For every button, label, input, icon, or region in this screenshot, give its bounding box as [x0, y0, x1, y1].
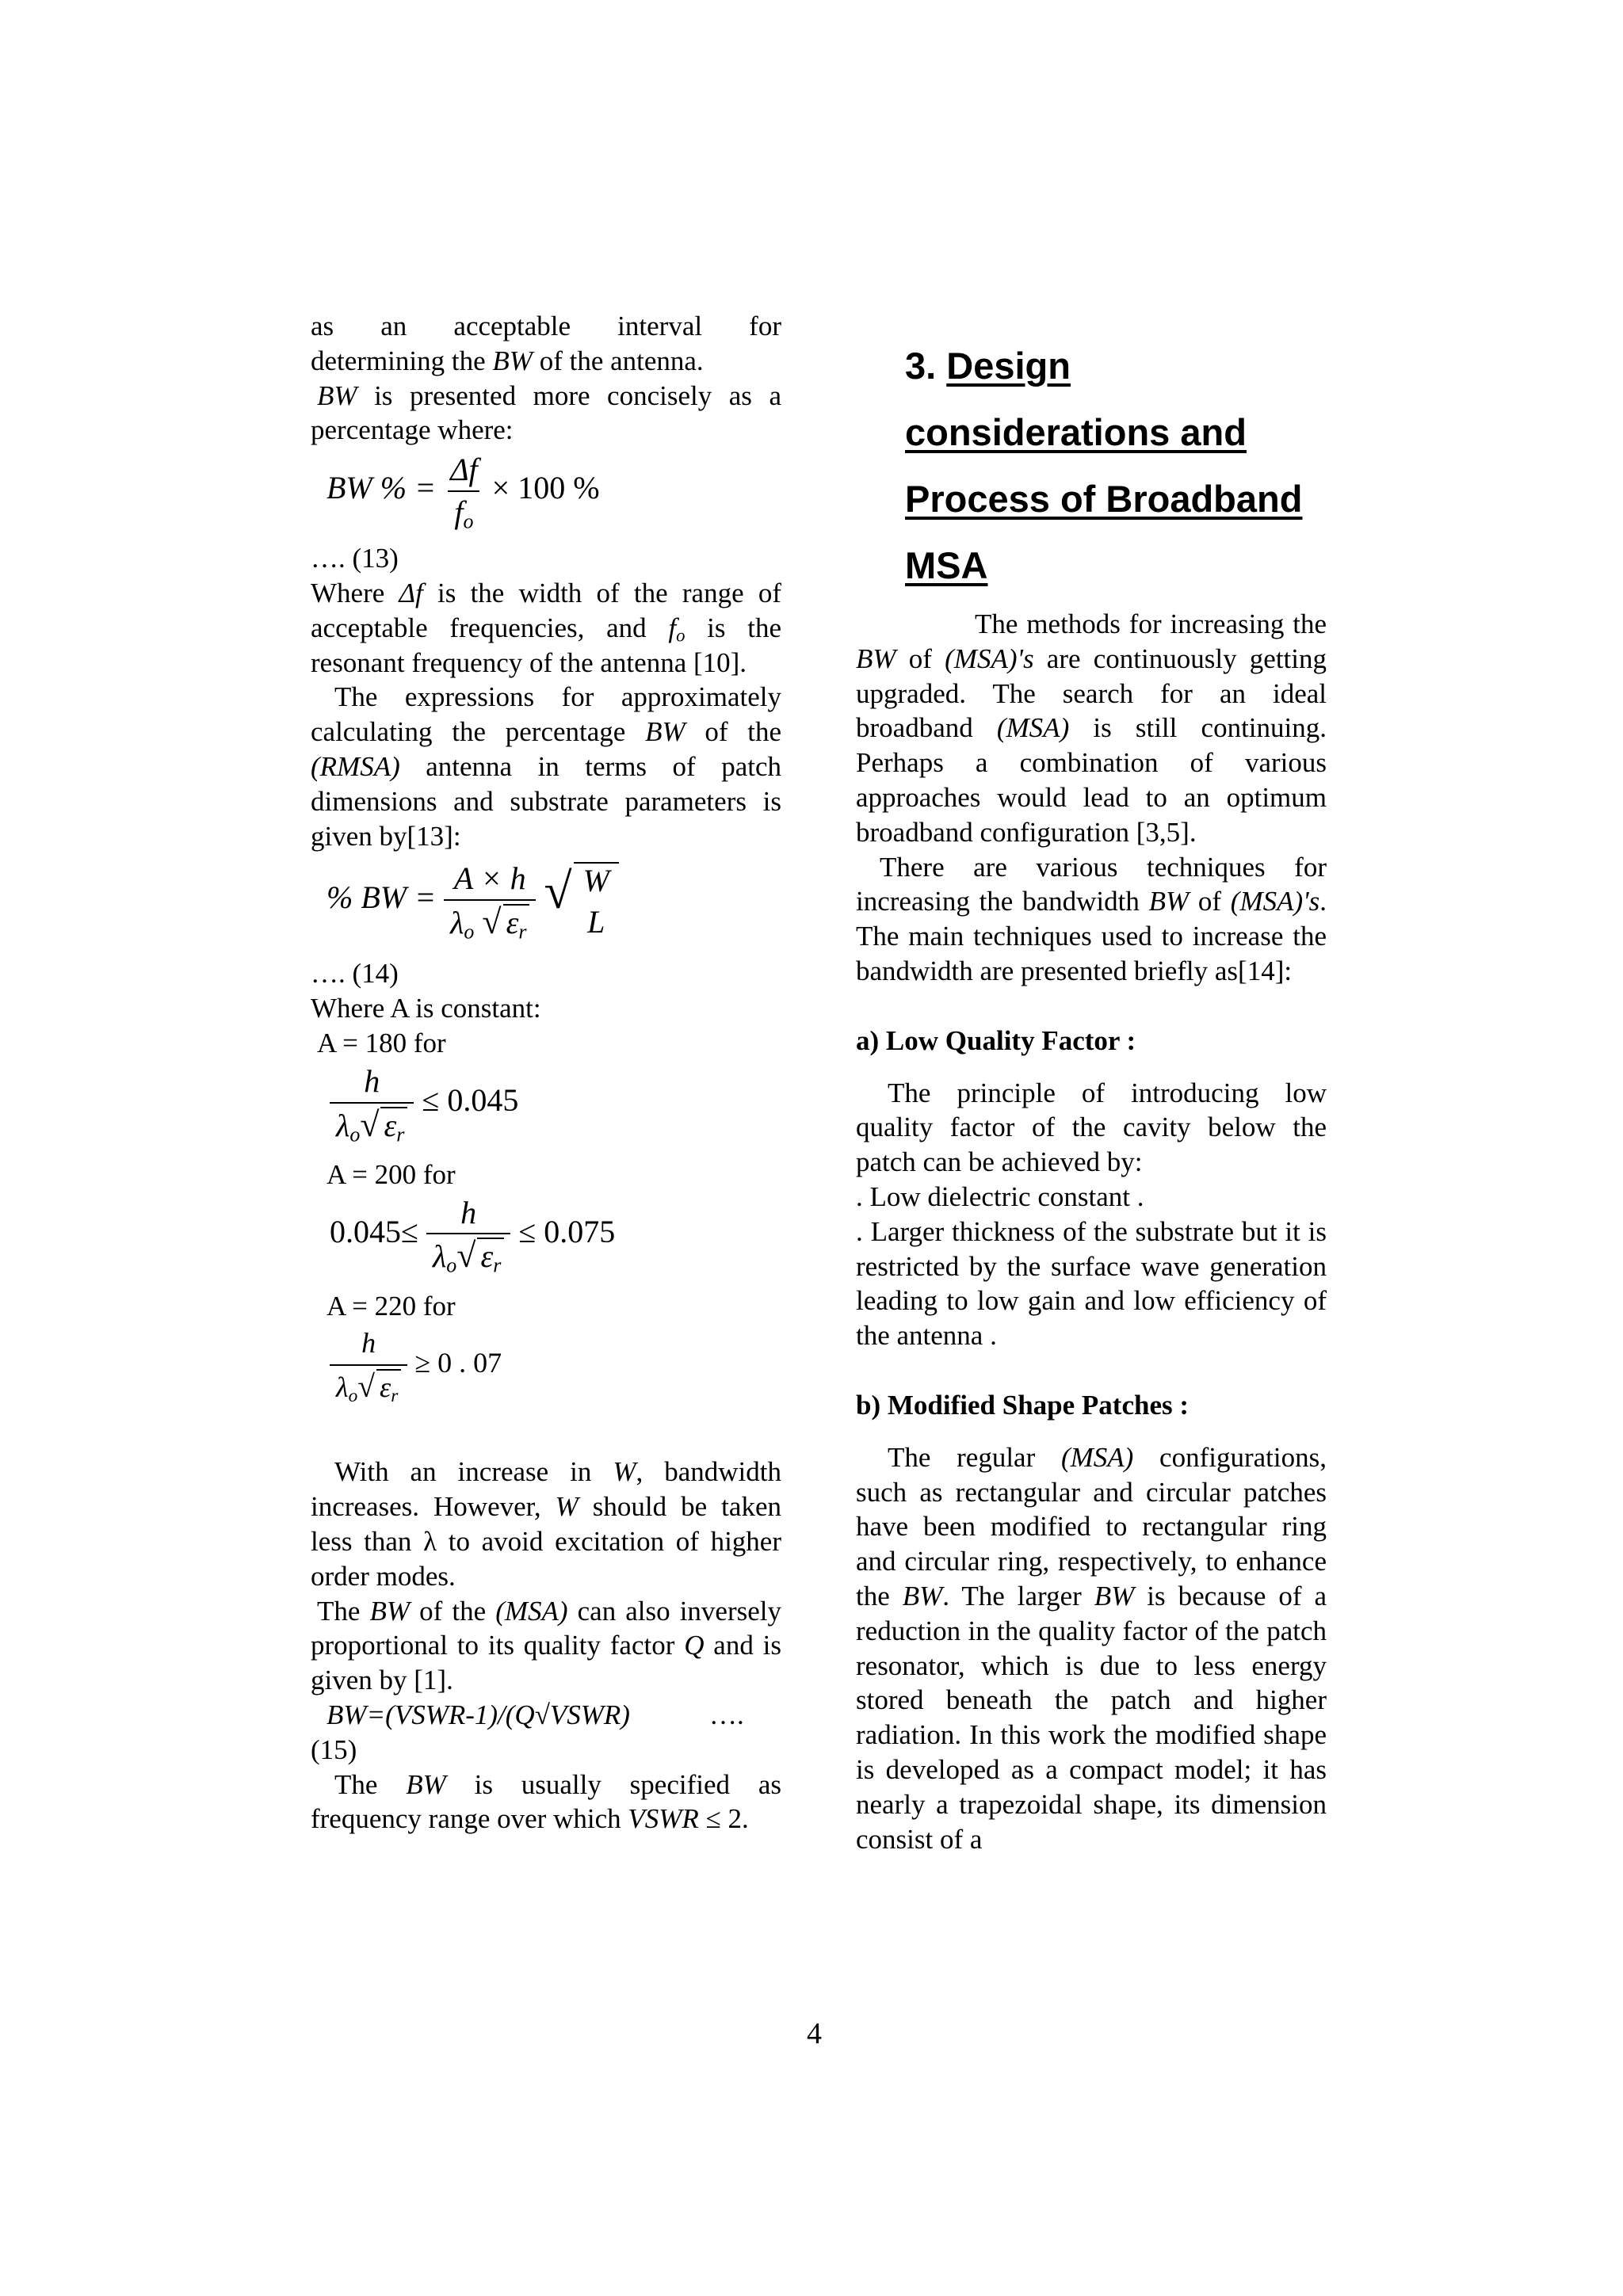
- paragraph: BW is presented more concisely as a percentage where:: [311, 379, 781, 446]
- paragraph: A = 200 for: [327, 1158, 456, 1190]
- condition-3: $\frac{h}{\lambda_o√ \varepsilon_r}$ ≥ 0 . 07: [330, 1326, 781, 1420]
- paragraph: The expressions for approximately calculating the percentage BW of the (RMSA) antenna in terms of patch dimensions and substrate parameters is given by[13]:: [311, 681, 781, 852]
- equation-label: …. (13): [311, 543, 399, 574]
- page-number: 4: [807, 2017, 822, 2050]
- paragraph: determining the BW of the antenna.: [311, 345, 704, 376]
- paragraph: The principle of introducing low quality factor of the cavity below the patch can be achieved by:: [856, 1077, 1327, 1178]
- subsection-heading: a) Low Quality Factor :: [856, 1024, 1136, 1056]
- condition-1: $\frac{h}{\lambda_o√ \varepsilon_r}$ ≤ 0.045: [330, 1064, 781, 1158]
- condition-2: 0.045≤ $\frac{h}{\lambda_o√ \varepsilon_r}$ ≤ 0.075: [330, 1194, 616, 1277]
- section-heading: 3. Design considerations and Process of Broadband MSA: [905, 345, 1303, 586]
- equation-15: BW=(VSWR-1)/(Q√VSWR) ….: [327, 1699, 744, 1730]
- paragraph: The regular (MSA) configurations, such as rectangular and circular patches have been modified to rectangular ring and circular ring, respectively, to enhance the BW. The larger BW is because of a reduction in the quality factor of the patch resonator, which is due to less energy stored beneath the patch and higher radiation. In this work the modified shape is developed as a compact model; it has nearly a trapezoidal shape, its dimension consist of a: [856, 1441, 1327, 1855]
- paragraph: With an increase in W, bandwidth increases. However, W should be taken less than λ to avoid excitation of higher order modes.: [311, 1456, 781, 1592]
- equation-13: BW % = $\frac{\Delta f}{f_o}$ × 100 %: [327, 452, 600, 533]
- paragraph: Where Δf is the width of the range of acceptable frequencies, and $f_o$ is the resonant frequency of the antenna [10].: [311, 577, 782, 678]
- equation-label: …. (14): [311, 958, 399, 990]
- paragraph: There are various techniques for increasing the bandwidth BW of (MSA)'s. The main techniques used to increase the bandwidth are presented briefly as[14]:: [856, 851, 1327, 986]
- equation-14: % BW = $\frac{A \times h}{\lambda_o √ \varepsilon_r}$ √ W L: [327, 861, 781, 956]
- paragraph: The BW is usually specified as frequency range over which VSWR ≤ 2.: [311, 1768, 781, 1835]
- paragraph: The BW of the (MSA) can also inversely proportional to its quality factor Q and is given by [1].: [311, 1595, 782, 1696]
- equation-label: (15): [311, 1733, 357, 1765]
- paragraph: as an acceptable interval for: [311, 311, 781, 341]
- list-item: . Larger thickness of the substrate but it is restricted by the surface wave generation leading to low gain and low efficiency of the antenna .: [856, 1215, 1327, 1352]
- paragraph: A = 180 for: [317, 1027, 446, 1058]
- right-column: [856, 333, 1327, 1856]
- paragraph: A = 220 for: [327, 1290, 456, 1322]
- left-column: [311, 309, 781, 1836]
- subsection-heading: b) Modified Shape Patches :: [856, 1389, 1189, 1421]
- paragraph: The methods for increasing the BW of (MSA)'s are continuously getting upgraded. The search for an ideal broadband (MSA) is still continuing. Perhaps a combination of various approaches would lead to an optimum broadband configuration [3,5].: [856, 608, 1327, 848]
- list-item: . Low dielectric constant .: [856, 1180, 1144, 1212]
- paragraph: Where A is constant:: [311, 993, 541, 1024]
